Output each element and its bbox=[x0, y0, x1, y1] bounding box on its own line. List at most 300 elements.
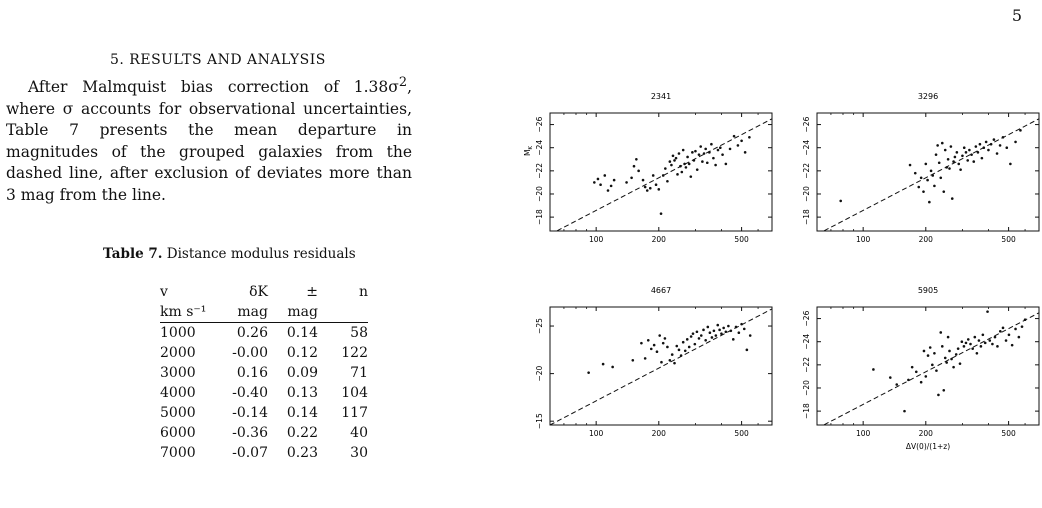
data-point bbox=[713, 329, 716, 332]
data-point bbox=[722, 327, 725, 330]
data-point bbox=[980, 345, 983, 348]
data-point bbox=[984, 342, 987, 345]
data-point bbox=[942, 389, 945, 392]
data-point bbox=[610, 185, 613, 188]
data-point bbox=[965, 342, 968, 345]
data-point bbox=[907, 379, 910, 382]
data-point bbox=[649, 187, 652, 190]
data-point bbox=[673, 362, 676, 365]
cell-err: 0.09 bbox=[286, 365, 318, 381]
data-point bbox=[951, 197, 954, 200]
data-point bbox=[675, 157, 678, 160]
y-tick-label: −24 bbox=[535, 139, 544, 156]
table-caption-label: Table 7. bbox=[103, 246, 163, 262]
plot-area bbox=[550, 309, 772, 425]
data-point bbox=[909, 164, 912, 167]
y-axis-label-subscript: K bbox=[528, 145, 534, 150]
data-point bbox=[682, 341, 685, 344]
data-point bbox=[613, 179, 616, 182]
cell-n: 58 bbox=[350, 325, 368, 341]
data-point bbox=[699, 145, 702, 148]
data-point bbox=[709, 331, 712, 334]
data-point bbox=[656, 350, 659, 353]
data-point bbox=[944, 149, 947, 152]
data-point bbox=[926, 179, 929, 182]
data-point bbox=[1005, 339, 1008, 342]
data-point bbox=[974, 336, 977, 339]
data-point bbox=[660, 361, 663, 364]
data-point bbox=[1014, 141, 1017, 144]
data-point bbox=[933, 352, 936, 355]
data-point bbox=[694, 343, 697, 346]
data-point bbox=[715, 334, 718, 337]
y-tick-label: −22 bbox=[535, 162, 544, 179]
data-point bbox=[712, 157, 715, 160]
data-point bbox=[957, 347, 960, 350]
data-point bbox=[748, 136, 751, 139]
data-point bbox=[666, 180, 669, 183]
data-point bbox=[924, 375, 927, 378]
data-point bbox=[683, 163, 686, 166]
data-point bbox=[644, 186, 647, 189]
section-title: 5. RESULTS AND ANALYSIS bbox=[110, 52, 326, 68]
header-dk: δK bbox=[249, 284, 268, 300]
cell-dk: -0.14 bbox=[232, 405, 268, 421]
data-point bbox=[730, 329, 733, 332]
scatter-panel-5905 bbox=[802, 286, 1039, 451]
data-point bbox=[642, 179, 645, 182]
data-point bbox=[597, 178, 600, 181]
y-tick-label: −25 bbox=[535, 318, 544, 334]
data-point bbox=[942, 190, 945, 193]
data-point bbox=[923, 350, 926, 353]
data-point bbox=[746, 349, 749, 352]
data-point bbox=[914, 172, 917, 175]
data-point bbox=[928, 201, 931, 204]
data-point bbox=[950, 145, 953, 148]
unit-err: mag bbox=[268, 302, 318, 323]
x-tick-label: 500 bbox=[734, 429, 749, 438]
data-point bbox=[644, 357, 647, 360]
cell-err: 0.22 bbox=[286, 425, 318, 441]
data-point bbox=[658, 334, 661, 337]
plot-frame bbox=[817, 307, 1039, 425]
data-point bbox=[872, 368, 875, 371]
data-point bbox=[939, 331, 942, 334]
data-point bbox=[729, 148, 732, 151]
data-point bbox=[978, 339, 981, 342]
data-point bbox=[599, 183, 602, 186]
y-tick-label: −22 bbox=[802, 162, 811, 179]
data-point bbox=[719, 146, 722, 149]
data-point bbox=[693, 159, 696, 162]
plot-frame bbox=[550, 307, 772, 425]
x-axis-label: ΔV(0)/(1+z) bbox=[905, 442, 951, 451]
data-point bbox=[706, 161, 709, 164]
y-tick-label: −15 bbox=[535, 413, 544, 430]
data-point bbox=[917, 186, 920, 189]
data-point bbox=[704, 148, 707, 151]
cell-v: 1000 bbox=[160, 325, 196, 341]
data-point bbox=[707, 326, 710, 329]
data-point bbox=[927, 354, 930, 357]
scatter-panel-4667 bbox=[535, 286, 772, 438]
plot-title: 2341 bbox=[650, 92, 672, 101]
data-point bbox=[976, 352, 979, 355]
cell-dk: -0.40 bbox=[232, 385, 268, 401]
data-point bbox=[956, 151, 959, 154]
data-point bbox=[935, 369, 938, 372]
paragraph-rest: , where σ accounts for observational uncertainties, Table 7 presents the mean departure in magnitudes of the grouped galaxies from the dashed line, after exclusion of deviates more than 3 mag from the line. bbox=[6, 78, 412, 204]
cell-n: 30 bbox=[350, 445, 368, 461]
data-point bbox=[966, 159, 969, 162]
data-point bbox=[672, 155, 675, 158]
plot-title: 4667 bbox=[650, 286, 672, 295]
data-point bbox=[999, 144, 1002, 147]
data-point bbox=[1024, 318, 1027, 321]
data-point bbox=[947, 336, 950, 339]
data-point bbox=[903, 410, 906, 413]
x-tick-label: 200 bbox=[918, 429, 933, 438]
y-tick-label: −26 bbox=[802, 116, 811, 133]
y-tick-label: −22 bbox=[802, 356, 811, 373]
cell-n: 40 bbox=[350, 425, 368, 441]
data-point bbox=[681, 171, 684, 174]
data-point bbox=[987, 149, 990, 152]
data-point bbox=[662, 174, 665, 177]
header-v: v bbox=[160, 284, 168, 300]
data-point bbox=[688, 163, 691, 166]
data-point bbox=[660, 212, 663, 215]
data-point bbox=[924, 163, 927, 166]
data-point bbox=[988, 339, 991, 342]
data-point bbox=[640, 342, 643, 345]
data-point bbox=[625, 181, 628, 184]
data-point bbox=[930, 170, 933, 173]
data-point bbox=[1005, 146, 1008, 149]
data-point bbox=[999, 330, 1002, 333]
data-point bbox=[725, 330, 728, 333]
data-point bbox=[961, 155, 964, 158]
data-point bbox=[657, 188, 660, 191]
plot-area bbox=[817, 310, 1039, 428]
table-caption-text: Distance modulus residuals bbox=[166, 246, 356, 262]
data-point bbox=[700, 334, 703, 337]
x-tick-label: 500 bbox=[1001, 429, 1016, 438]
data-point bbox=[1002, 327, 1005, 330]
cell-err: 0.12 bbox=[286, 345, 318, 361]
data-point bbox=[895, 383, 898, 386]
data-point bbox=[676, 173, 679, 176]
data-point bbox=[688, 346, 691, 349]
plot-area bbox=[817, 119, 1039, 235]
data-point bbox=[971, 347, 974, 350]
cell-v: 6000 bbox=[160, 425, 196, 441]
data-point bbox=[970, 153, 973, 156]
data-point bbox=[702, 329, 705, 332]
data-point bbox=[696, 330, 699, 333]
data-point bbox=[662, 342, 665, 345]
data-point bbox=[714, 164, 717, 167]
data-point bbox=[737, 144, 740, 147]
data-point bbox=[721, 153, 724, 156]
fit-line bbox=[817, 119, 1039, 235]
data-point bbox=[982, 146, 985, 149]
data-point bbox=[977, 151, 980, 154]
data-point bbox=[696, 168, 699, 171]
x-tick-label: 100 bbox=[588, 235, 604, 244]
data-point bbox=[1014, 328, 1017, 331]
plot-title: 3296 bbox=[917, 92, 939, 101]
data-point bbox=[972, 160, 975, 163]
data-point bbox=[950, 358, 953, 361]
cell-n: 104 bbox=[341, 385, 368, 401]
cell-v: 7000 bbox=[160, 445, 196, 461]
cell-n: 122 bbox=[341, 345, 368, 361]
data-point bbox=[982, 333, 985, 336]
data-point bbox=[954, 156, 957, 159]
data-point bbox=[967, 338, 970, 341]
data-point bbox=[979, 143, 982, 146]
data-point bbox=[689, 175, 692, 178]
data-point bbox=[959, 168, 962, 171]
data-point bbox=[941, 142, 944, 145]
data-point bbox=[744, 151, 747, 154]
data-point bbox=[671, 353, 674, 356]
data-point bbox=[602, 363, 605, 366]
fit-line bbox=[817, 313, 1039, 429]
data-point bbox=[936, 144, 939, 147]
data-point bbox=[647, 339, 650, 342]
data-point bbox=[690, 335, 693, 338]
data-point bbox=[915, 370, 918, 373]
data-point bbox=[944, 357, 947, 360]
fit-line bbox=[550, 309, 772, 425]
cell-dk: 0.26 bbox=[236, 325, 268, 341]
data-point bbox=[630, 176, 633, 179]
cell-err: 0.13 bbox=[286, 385, 318, 401]
data-point bbox=[991, 343, 994, 346]
data-point bbox=[738, 331, 741, 334]
data-point bbox=[1008, 333, 1011, 336]
data-point bbox=[996, 152, 999, 155]
data-point bbox=[938, 161, 941, 164]
data-point bbox=[685, 166, 688, 169]
data-point bbox=[720, 332, 723, 335]
data-point bbox=[1021, 325, 1024, 328]
data-point bbox=[646, 189, 649, 192]
cell-dk: -0.36 bbox=[232, 425, 268, 441]
y-tick-label: −18 bbox=[802, 403, 811, 420]
data-point bbox=[698, 337, 701, 340]
cell-v: 3000 bbox=[160, 365, 196, 381]
data-point bbox=[675, 345, 678, 348]
data-point bbox=[961, 340, 964, 343]
data-point bbox=[993, 138, 996, 141]
data-point bbox=[691, 151, 694, 154]
y-axis-label: $M_K$ bbox=[523, 145, 534, 157]
data-point bbox=[684, 349, 687, 352]
cell-n: 71 bbox=[350, 365, 368, 381]
y-tick-label: −18 bbox=[535, 209, 544, 226]
data-point bbox=[718, 329, 721, 332]
data-point bbox=[920, 176, 923, 179]
data-point bbox=[952, 366, 955, 369]
data-point bbox=[717, 149, 720, 152]
x-tick-label: 200 bbox=[918, 235, 933, 244]
x-tick-label: 200 bbox=[651, 429, 666, 438]
y-tick-label: −20 bbox=[802, 186, 811, 202]
header-n: n bbox=[358, 284, 368, 300]
x-tick-label: 200 bbox=[651, 235, 666, 244]
data-point bbox=[669, 359, 672, 362]
data-point bbox=[716, 324, 719, 327]
data-point bbox=[704, 339, 707, 342]
plot-area bbox=[550, 119, 772, 235]
page-number: 5 bbox=[1011, 6, 1022, 25]
data-point bbox=[732, 338, 735, 341]
data-point bbox=[968, 149, 971, 152]
scatter-panel-2341 bbox=[523, 92, 772, 244]
x-tick-label: 100 bbox=[855, 235, 871, 244]
cell-dk: 0.16 bbox=[236, 365, 268, 381]
data-point bbox=[650, 348, 653, 351]
data-point bbox=[969, 343, 972, 346]
data-point bbox=[743, 328, 746, 331]
data-point bbox=[633, 165, 636, 168]
data-point bbox=[692, 332, 695, 335]
data-point bbox=[1011, 344, 1014, 347]
data-point bbox=[945, 166, 948, 169]
data-point bbox=[947, 158, 950, 161]
data-point bbox=[1002, 136, 1005, 139]
data-point bbox=[703, 152, 706, 155]
data-point bbox=[727, 325, 730, 328]
y-tick-label: −24 bbox=[802, 333, 811, 350]
data-point bbox=[889, 376, 892, 379]
data-point bbox=[975, 145, 978, 148]
data-point bbox=[839, 200, 842, 203]
data-point bbox=[686, 338, 689, 341]
y-tick-label: −26 bbox=[802, 310, 811, 327]
x-tick-label: 100 bbox=[588, 429, 604, 438]
y-tick-label: −18 bbox=[802, 209, 811, 226]
data-point bbox=[635, 158, 638, 161]
data-point bbox=[1018, 336, 1021, 339]
data-point bbox=[996, 345, 999, 348]
data-point bbox=[1009, 163, 1012, 166]
data-point bbox=[631, 359, 634, 362]
data-point bbox=[931, 174, 934, 177]
data-point bbox=[593, 181, 596, 184]
scatter-panel-3296 bbox=[802, 92, 1039, 244]
data-point bbox=[603, 174, 606, 177]
plot-title: 5905 bbox=[917, 286, 939, 295]
cell-err: 0.23 bbox=[286, 445, 318, 461]
unit-dk: mag bbox=[216, 302, 268, 323]
unit-v: km s⁻¹ bbox=[160, 302, 216, 323]
data-point bbox=[735, 326, 738, 329]
data-point bbox=[587, 371, 590, 374]
x-tick-label: 500 bbox=[734, 235, 749, 244]
data-point bbox=[664, 337, 667, 340]
data-point bbox=[666, 346, 669, 349]
data-point bbox=[985, 141, 988, 144]
data-point bbox=[679, 165, 682, 168]
data-point bbox=[941, 345, 944, 348]
data-point bbox=[740, 139, 743, 142]
data-point bbox=[981, 157, 984, 160]
data-point bbox=[653, 344, 656, 347]
y-tick-label: −20 bbox=[535, 186, 544, 202]
paragraph-superscript: 2 bbox=[398, 75, 408, 90]
data-point bbox=[686, 156, 689, 159]
data-point bbox=[708, 151, 711, 154]
cell-err: 0.14 bbox=[286, 405, 318, 421]
data-point bbox=[994, 336, 997, 339]
x-tick-label: 100 bbox=[855, 429, 871, 438]
data-point bbox=[694, 150, 697, 153]
cell-v: 2000 bbox=[160, 345, 196, 361]
data-point bbox=[952, 160, 955, 163]
data-point bbox=[701, 160, 704, 163]
data-point bbox=[664, 167, 667, 170]
data-point bbox=[740, 323, 743, 326]
data-point bbox=[678, 349, 681, 352]
header-err: ± bbox=[306, 284, 318, 300]
data-point bbox=[655, 183, 658, 186]
fit-line bbox=[550, 119, 772, 235]
data-point bbox=[920, 381, 923, 384]
data-point bbox=[725, 163, 728, 166]
cell-err: 0.14 bbox=[286, 325, 318, 341]
data-point bbox=[931, 364, 934, 367]
data-point bbox=[933, 185, 936, 188]
data-point bbox=[945, 361, 948, 364]
data-point bbox=[678, 152, 681, 155]
paragraph-lead: After Malmquist bias correction of 1.38σ bbox=[28, 78, 399, 97]
data-point bbox=[652, 174, 655, 177]
data-point bbox=[948, 167, 951, 170]
data-point bbox=[957, 163, 960, 166]
cell-v: 5000 bbox=[160, 405, 196, 421]
y-tick-label: −24 bbox=[802, 139, 811, 156]
data-point bbox=[959, 362, 962, 365]
data-point bbox=[990, 143, 993, 146]
data-point bbox=[1019, 129, 1022, 132]
data-point bbox=[937, 394, 940, 397]
data-point bbox=[948, 350, 951, 353]
data-point bbox=[986, 310, 989, 313]
data-point bbox=[749, 334, 752, 337]
data-point bbox=[711, 336, 714, 339]
x-tick-label: 500 bbox=[1001, 235, 1016, 244]
data-point bbox=[607, 189, 610, 192]
data-point bbox=[939, 176, 942, 179]
y-tick-label: −26 bbox=[535, 116, 544, 133]
data-point bbox=[963, 345, 966, 348]
data-point bbox=[922, 190, 925, 193]
data-point bbox=[637, 170, 640, 173]
y-tick-label: −20 bbox=[535, 365, 544, 382]
data-point bbox=[710, 143, 713, 146]
data-point bbox=[929, 346, 932, 349]
cell-n: 117 bbox=[341, 405, 368, 421]
cell-v: 4000 bbox=[160, 385, 196, 401]
data-point bbox=[965, 151, 968, 154]
data-point bbox=[673, 159, 676, 162]
data-point bbox=[611, 366, 614, 369]
